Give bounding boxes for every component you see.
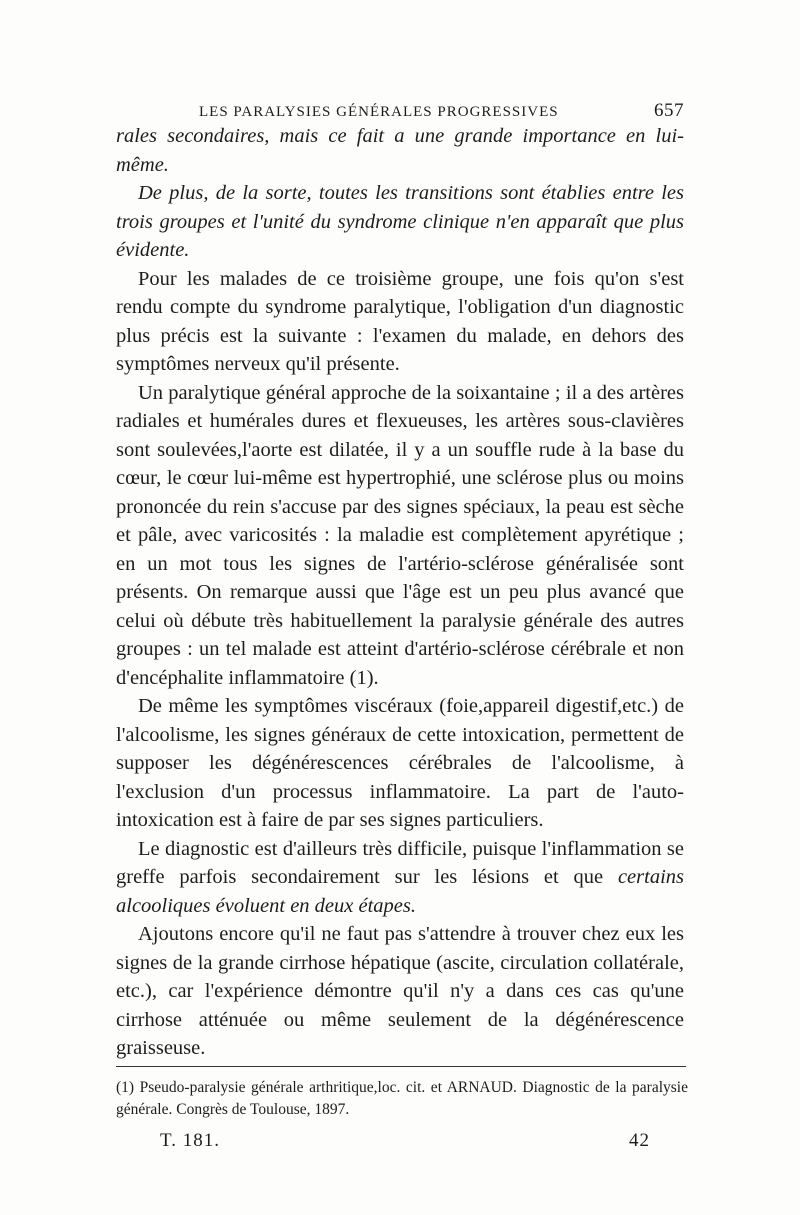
- paragraph-3: Pour les malades de ce troisième groupe, une fois qu'on s'est rendu compte du syndrome paralytique, l'obligation d'un diagnostic plus précis est la suivante : l'examen du malade, en dehors des symptômes nerveux qu'il présente.: [116, 267, 684, 375]
- paragraph-1-text: rales secondaires, mais ce fait a une grande importance en lui-même.: [116, 125, 684, 176]
- paragraph-1: [116, 122, 684, 179]
- paragraph-7: Ajoutons encore qu'il ne faut pas s'attendre à trouver chez eux les signes de la grande cirrhose hépatique (ascite, circulation collatérale, etc.), car l'expérience démontre qu'il n'y a dans ces cas qu'une cirrhose atténuée ou même seulement de la dégénérescence graisseuse.: [116, 923, 684, 1059]
- page-number: 657: [654, 100, 684, 121]
- signature-line: [160, 1130, 650, 1152]
- footnote: [116, 1077, 688, 1121]
- volume-number: T. 181.: [160, 1130, 220, 1151]
- signature-mark: 42: [629, 1130, 650, 1151]
- body-text: [116, 122, 684, 1063]
- paragraph-2: [116, 179, 684, 265]
- footnote-text: (1) Pseudo-paralysie générale arthritique,loc. cit. et ARNAUD. Diagnostic de la paralysie générale. Congrès de Toulouse, 1897.: [116, 1079, 688, 1118]
- footnote-rule: [116, 1066, 686, 1067]
- paragraph-6-italic: certains alcooliques évoluent en deux étapes.: [116, 866, 684, 917]
- paragraph-2-text: De plus, de la sorte, toutes les transitions sont établies entre les trois groupes et l'unité du syndrome clinique n'en apparaît que plus évidente.: [116, 182, 684, 261]
- paragraph-6: [116, 835, 684, 921]
- paragraph-4: Un paralytique général approche de la soixantaine ; il a des artères radiales et humérales dures et flexueuses, les artères sous-clavières sont soulevées,l'aorte est dilatée, il y a un souffle rude à la base du cœur, le cœur lui-même est hypertrophié, une sclérose plus ou moins prononcée du rein s'accuse par des signes spéciaux, la peau est sèche et pâle, avec varicosités : la maladie est complètement apyrétique ; en un mot tous les signes de l'artério-sclérose généralisée sont présents. On remarque aussi que l'âge est un peu plus avancé que celui où débute très habituellement la paralysie générale des autres groupes : un tel malade est atteint d'artério-sclérose cérébrale et non d'encéphalite inflammatoire (1).: [116, 381, 684, 689]
- running-title: LES PARALYSIES GÉNÉRALES PROGRESSIVES: [199, 104, 559, 120]
- running-header: [114, 100, 684, 122]
- paragraph-6-text: Le diagnostic est d'ailleurs très difficile, puisque l'inflammation se greffe parfois secondairement sur les lésions et que: [116, 837, 684, 888]
- paragraph-5: De même les symptômes viscéraux (foie,appareil digestif,etc.) de l'alcoolisme, les signes généraux de cette intoxication, permettent de supposer les dégénérescences cérébrales de l'alcoolisme, à l'exclusion d'un processus inflammatoire. La part de l'auto-intoxication est à faire de par ses signes particuliers.: [116, 695, 684, 831]
